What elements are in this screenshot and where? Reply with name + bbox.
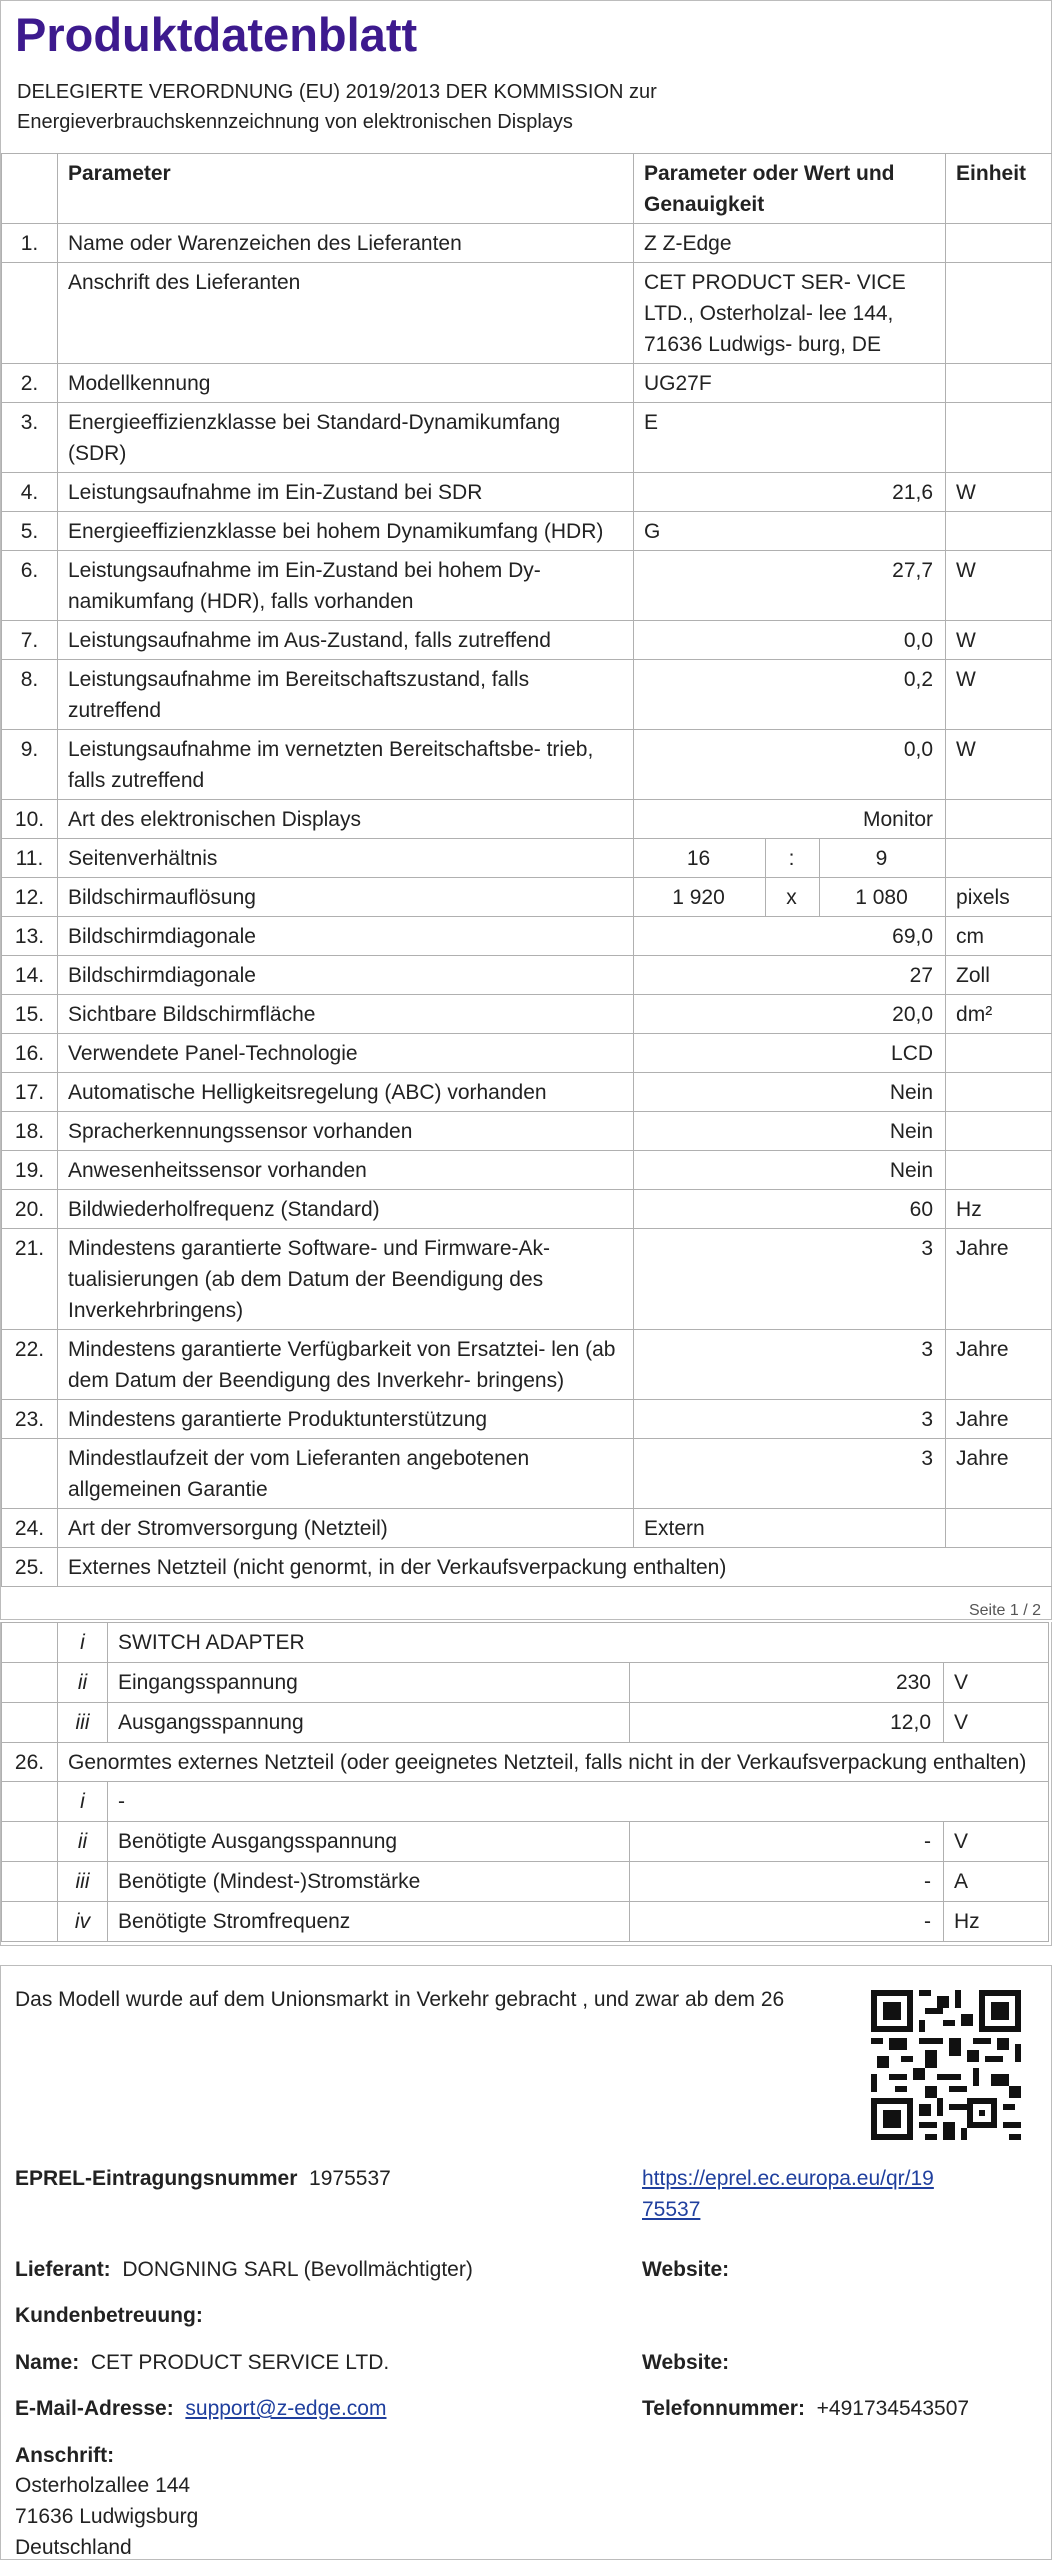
- table-row: [2, 1330, 1052, 1400]
- address-line-3: Deutschland: [15, 2536, 132, 2559]
- row-value: Monitor: [634, 800, 946, 839]
- psu-row: [2, 1822, 1049, 1862]
- psu-row-unit: A: [944, 1862, 1049, 1902]
- row-value: 27,7: [634, 551, 946, 621]
- supplier-row: [15, 2254, 473, 2285]
- psu-row: [2, 1623, 1049, 1663]
- psu-row-index: i: [58, 1782, 108, 1822]
- address-block: [15, 2470, 198, 2560]
- market-text: Das Modell wurde auf dem Unionsmarkt in Verkehr gebracht , und zwar ab dem 26: [15, 1988, 785, 2011]
- table-row-26: [2, 1743, 1049, 1782]
- row-number: 6.: [2, 551, 58, 621]
- table-row: [2, 512, 1052, 551]
- row-value: 0,0: [634, 730, 946, 800]
- psu-row-unit: Hz: [944, 1902, 1049, 1942]
- row-number: 25.: [2, 1548, 58, 1587]
- row-unit: Hz: [946, 1190, 1052, 1229]
- row-label: Mindestens garantierte Produktunterstützung: [58, 1400, 634, 1439]
- eprel-label: EPREL-Eintragungsnummer: [15, 2167, 298, 2190]
- row-unit: [946, 1509, 1052, 1548]
- row-label: Anschrift des Lieferanten: [58, 263, 634, 364]
- supplier-label: Lieferant:: [15, 2258, 111, 2281]
- page-title: Produktdatenblatt: [15, 8, 418, 61]
- row-number: 9.: [2, 730, 58, 800]
- row-unit: Jahre: [946, 1330, 1052, 1400]
- row-value: 3: [634, 1439, 946, 1509]
- psu-row-value: -: [630, 1902, 944, 1942]
- psu-row-index: iii: [58, 1703, 108, 1743]
- eprel-link[interactable]: [642, 2163, 934, 2225]
- table-row: [2, 1509, 1052, 1548]
- psu-row-value: -: [630, 1822, 944, 1862]
- email-row: [15, 2393, 386, 2424]
- psu-row-unit: V: [944, 1822, 1049, 1862]
- support-label: Kundenbetreuung:: [15, 2304, 203, 2327]
- row-unit: W: [946, 473, 1052, 512]
- row-value-separator: x: [766, 878, 820, 917]
- row-value: Nein: [634, 1112, 946, 1151]
- row-value: 0,2: [634, 660, 946, 730]
- psu-row-label: -: [108, 1782, 1049, 1822]
- row-label: Energieeffizienzklasse bei Standard-Dynamikumfang (SDR): [58, 403, 634, 473]
- table-row: [2, 403, 1052, 473]
- row-label: Mindestens garantierte Verfügbarkeit von Ersatztei- len (ab dem Datum der Beendigung des Inverkehr- bringens): [58, 1330, 634, 1400]
- row-label: Energieeffizienzklasse bei hohem Dynamikumfang (HDR): [58, 512, 634, 551]
- table-row: [2, 956, 1052, 995]
- row-number: 10.: [2, 800, 58, 839]
- psu-row-label: Benötigte (Mindest-)Stromstärke: [108, 1862, 630, 1902]
- table-row: [2, 1034, 1052, 1073]
- header-unit: Einheit: [946, 154, 1052, 224]
- psu-row-spacer: [2, 1902, 58, 1942]
- row-unit: [946, 364, 1052, 403]
- row-unit: [946, 839, 1052, 878]
- psu-row-spacer: [2, 1703, 58, 1743]
- row-label: Mindestlaufzeit der vom Lieferanten angebotenen allgemeinen Garantie: [58, 1439, 634, 1509]
- row-value: 3: [634, 1330, 946, 1400]
- row-label: Automatische Helligkeitsregelung (ABC) vorhanden: [58, 1073, 634, 1112]
- row-value: LCD: [634, 1034, 946, 1073]
- row-label: Mindestens garantierte Software- und Firmware-Ak- tualisierungen (ab dem Datum der Beendigung des Inverkehrbringens): [58, 1229, 634, 1330]
- row-unit: [946, 1151, 1052, 1190]
- row-number: 14.: [2, 956, 58, 995]
- address-label: Anschrift:: [15, 2444, 115, 2467]
- address-line-1: Osterholzallee 144: [15, 2474, 191, 2497]
- table-row: [2, 551, 1052, 621]
- psu-row: [2, 1663, 1049, 1703]
- row-value-2: 1 080: [820, 878, 946, 917]
- row-unit: W: [946, 551, 1052, 621]
- row-number: 21.: [2, 1229, 58, 1330]
- eprel-row: [15, 2163, 391, 2194]
- row-label: Art des elektronischen Displays: [58, 800, 634, 839]
- row-label: Leistungsaufnahme im Bereitschaftszustand, falls zutreffend: [58, 660, 634, 730]
- psu-row-spacer: [2, 1862, 58, 1902]
- row-unit: cm: [946, 917, 1052, 956]
- page-number: Seite 1 / 2: [968, 1602, 1041, 1619]
- header-num: [2, 154, 58, 224]
- row-value: 21,6: [634, 473, 946, 512]
- row-number: 3.: [2, 403, 58, 473]
- row-value: CET PRODUCT SER- VICE LTD., Osterholzal- lee 144, 71636 Ludwigs- burg, DE: [634, 263, 946, 364]
- psu-row: [2, 1782, 1049, 1822]
- row-number: 12.: [2, 878, 58, 917]
- row-number: 1.: [2, 224, 58, 263]
- psu-row-spacer: [2, 1663, 58, 1703]
- row-unit: W: [946, 660, 1052, 730]
- table-row: [2, 1112, 1052, 1151]
- phone-row: [642, 2393, 969, 2424]
- row-label: Leistungsaufnahme im vernetzten Bereitschaftsbe- trieb, falls zutreffend: [58, 730, 634, 800]
- row-label: Bildschirmdiagonale: [58, 917, 634, 956]
- page-2-table: [0, 1622, 1052, 1946]
- row-unit: Zoll: [946, 956, 1052, 995]
- row-unit: W: [946, 730, 1052, 800]
- row-number: [2, 263, 58, 364]
- row-value: 69,0: [634, 917, 946, 956]
- psu-row-label: SWITCH ADAPTER: [108, 1623, 1049, 1663]
- eprel-link-line-2[interactable]: 75537: [642, 2198, 701, 2221]
- row-number: 4.: [2, 473, 58, 512]
- row-number: 26.: [2, 1743, 58, 1782]
- eprel-link-line-1[interactable]: https://eprel.ec.europa.eu/qr/19: [642, 2167, 934, 2190]
- psu-row-unit: V: [944, 1703, 1049, 1743]
- header-parameter: Parameter: [58, 154, 634, 224]
- power-supply-table: [1, 1622, 1049, 1942]
- row-number: 11.: [2, 839, 58, 878]
- email-link[interactable]: support@z-edge.com: [185, 2397, 387, 2420]
- row-value: UG27F: [634, 364, 946, 403]
- row-unit: pixels: [946, 878, 1052, 917]
- row-number: 8.: [2, 660, 58, 730]
- table-row: [2, 839, 1052, 878]
- eprel-value: 1975537: [309, 2167, 391, 2190]
- table-row: [2, 1400, 1052, 1439]
- row-number: 23.: [2, 1400, 58, 1439]
- table-row: [2, 1229, 1052, 1330]
- phone-label: Telefonnummer:: [642, 2397, 805, 2420]
- row-number: 15.: [2, 995, 58, 1034]
- row-label: Art der Stromversorgung (Netzteil): [58, 1509, 634, 1548]
- row-value: Extern: [634, 1509, 946, 1548]
- row-value: 3: [634, 1400, 946, 1439]
- name-row: [15, 2347, 389, 2378]
- row-value-1: 1 920: [634, 878, 766, 917]
- row-number: 24.: [2, 1509, 58, 1548]
- table-row: [2, 1190, 1052, 1229]
- name-value: CET PRODUCT SERVICE LTD.: [90, 2351, 390, 2374]
- table-row: [2, 800, 1052, 839]
- row-number: 17.: [2, 1073, 58, 1112]
- row-value: Nein: [634, 1151, 946, 1190]
- psu-row-value: -: [630, 1862, 944, 1902]
- psu-row-value: 12,0: [630, 1703, 944, 1743]
- row-number: 16.: [2, 1034, 58, 1073]
- row-unit: Jahre: [946, 1229, 1052, 1330]
- row-label: Leistungsaufnahme im Aus-Zustand, falls zutreffend: [58, 621, 634, 660]
- psu-row-index: ii: [58, 1822, 108, 1862]
- psu-row-value: 230: [630, 1663, 944, 1703]
- row-unit: [946, 224, 1052, 263]
- table-row: [2, 224, 1052, 263]
- row-unit: [946, 1112, 1052, 1151]
- row-number: 5.: [2, 512, 58, 551]
- row-label: Anwesenheitssensor vorhanden: [58, 1151, 634, 1190]
- table-row: [2, 621, 1052, 660]
- table-row: [2, 1151, 1052, 1190]
- row-number: 22.: [2, 1330, 58, 1400]
- row-number: 20.: [2, 1190, 58, 1229]
- qr-code-icon[interactable]: [871, 1990, 1021, 2140]
- psu-row-spacer: [2, 1782, 58, 1822]
- row-label: Bildschirmdiagonale: [58, 956, 634, 995]
- supplier-value: DONGNING SARL (Bevollmächtigter): [122, 2258, 473, 2281]
- supplier-info-section: [0, 1965, 1052, 2560]
- website-2-label: Website:: [642, 2351, 730, 2374]
- psu-row-label: Eingangsspannung: [108, 1663, 630, 1703]
- table-header-row: [2, 154, 1052, 224]
- table-row: [2, 878, 1052, 917]
- email-label: E-Mail-Adresse:: [15, 2397, 174, 2420]
- psu-row-label: Benötigte Ausgangsspannung: [108, 1822, 630, 1862]
- row-value: 20,0: [634, 995, 946, 1034]
- row-label: Verwendete Panel-Technologie: [58, 1034, 634, 1073]
- psu-row: [2, 1862, 1049, 1902]
- website-label: Website:: [642, 2258, 730, 2281]
- row-unit: [946, 800, 1052, 839]
- row-value-1: 16: [634, 839, 766, 878]
- phone-value: +491734543507: [816, 2397, 970, 2420]
- row-unit: [946, 512, 1052, 551]
- row-unit: [946, 263, 1052, 364]
- psu-row-label: Benötigte Stromfrequenz: [108, 1902, 630, 1942]
- row-unit: W: [946, 621, 1052, 660]
- row-value-2: 9: [820, 839, 946, 878]
- psu-row-unit: V: [944, 1663, 1049, 1703]
- row-value: G: [634, 512, 946, 551]
- subtitle-line-2: Energieverbrauchskennzeichnung von elektronischen Displays: [17, 111, 573, 133]
- row-label: Genormtes externes Netzteil (oder geeignetes Netzteil, falls nicht in der Verkaufsverpackung enthalten): [58, 1743, 1049, 1782]
- row-label: Modellkennung: [58, 364, 634, 403]
- row-unit: [946, 1034, 1052, 1073]
- row-unit: dm²: [946, 995, 1052, 1034]
- page-subtitle: [17, 77, 1037, 137]
- psu-row-index: iv: [58, 1902, 108, 1942]
- row-label: Bildwiederholfrequenz (Standard): [58, 1190, 634, 1229]
- row-value: 3: [634, 1229, 946, 1330]
- name-label: Name:: [15, 2351, 80, 2374]
- row-label: Seitenverhältnis: [58, 839, 634, 878]
- psu-row: [2, 1703, 1049, 1743]
- row-number: [2, 1439, 58, 1509]
- table-row: [2, 263, 1052, 364]
- row-number: 13.: [2, 917, 58, 956]
- row-number: 18.: [2, 1112, 58, 1151]
- psu-row-index: iii: [58, 1862, 108, 1902]
- row-label: Sichtbare Bildschirmfläche: [58, 995, 634, 1034]
- table-row: [2, 1073, 1052, 1112]
- row-value: 27: [634, 956, 946, 995]
- row-number: 19.: [2, 1151, 58, 1190]
- row-label: Leistungsaufnahme im Ein-Zustand bei SDR: [58, 473, 634, 512]
- table-row: [2, 917, 1052, 956]
- row-label: Name oder Warenzeichen des Lieferanten: [58, 224, 634, 263]
- row-unit: Jahre: [946, 1439, 1052, 1509]
- row-unit: [946, 1073, 1052, 1112]
- row-number: 2.: [2, 364, 58, 403]
- psu-row-index: ii: [58, 1663, 108, 1703]
- table-row: [2, 1548, 1052, 1587]
- row-label: Leistungsaufnahme im Ein-Zustand bei hohem Dy- namikumfang (HDR), falls vorhanden: [58, 551, 634, 621]
- psu-row-label: Ausgangsspannung: [108, 1703, 630, 1743]
- row-value-separator: :: [766, 839, 820, 878]
- table-row: [2, 730, 1052, 800]
- row-value: Nein: [634, 1073, 946, 1112]
- psu-row-index: i: [58, 1623, 108, 1663]
- table-row: [2, 660, 1052, 730]
- psu-row-spacer: [2, 1822, 58, 1862]
- row-label: Externes Netzteil (nicht genormt, in der Verkaufsverpackung enthalten): [58, 1548, 1052, 1587]
- row-value: 60: [634, 1190, 946, 1229]
- header-value: Parameter oder Wert und Genauigkeit: [634, 154, 946, 224]
- address-line-2: 71636 Ludwigsburg: [15, 2505, 199, 2528]
- psu-row-spacer: [2, 1623, 58, 1663]
- subtitle-line-1: DELEGIERTE VERORDNUNG (EU) 2019/2013 DER KOMMISSION zur: [17, 81, 657, 103]
- row-value: Z Z-Edge: [634, 224, 946, 263]
- row-label: Bildschirmauflösung: [58, 878, 634, 917]
- row-value: 0,0: [634, 621, 946, 660]
- table-row: [2, 995, 1052, 1034]
- table-row: [2, 1439, 1052, 1509]
- row-number: 7.: [2, 621, 58, 660]
- row-unit: Jahre: [946, 1400, 1052, 1439]
- row-unit: [946, 403, 1052, 473]
- table-row: [2, 473, 1052, 512]
- table-row: [2, 364, 1052, 403]
- row-value: E: [634, 403, 946, 473]
- row-label: Spracherkennungssensor vorhanden: [58, 1112, 634, 1151]
- psu-row: [2, 1902, 1049, 1942]
- product-data-table: [1, 153, 1052, 1587]
